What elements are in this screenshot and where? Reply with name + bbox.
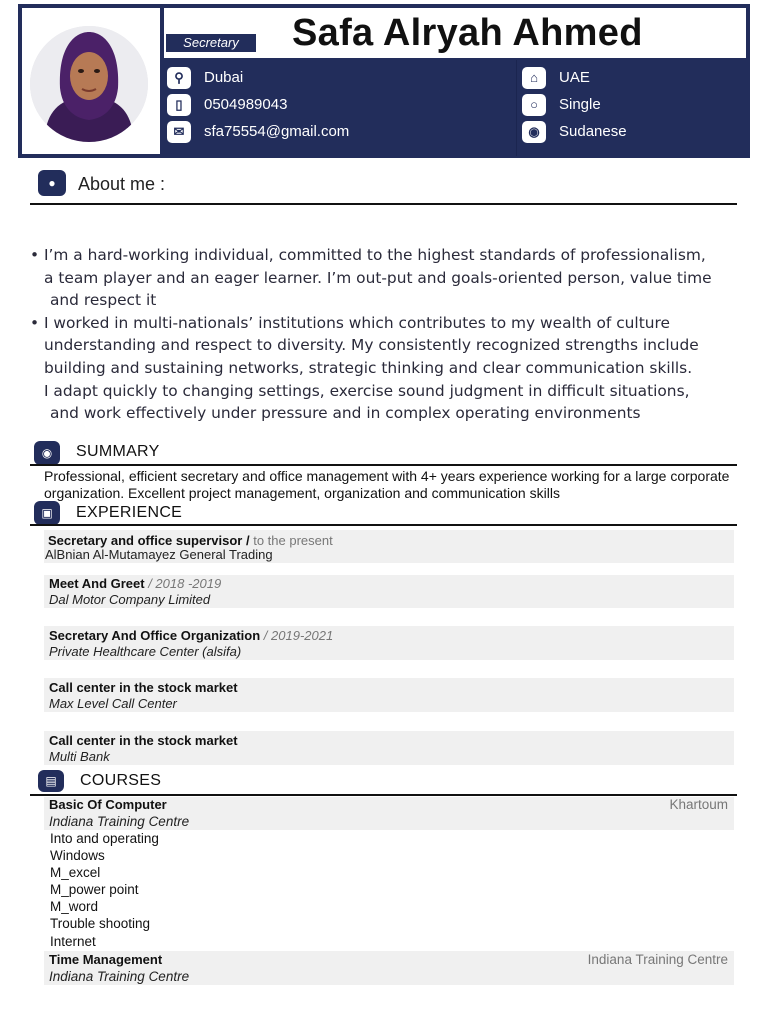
phone-icon: ▯	[167, 94, 191, 116]
experience-item	[44, 626, 734, 660]
contact-marital-status: Single	[559, 96, 601, 113]
course-topic: Trouble shooting	[50, 916, 151, 931]
home-icon: ⌂	[522, 67, 546, 89]
about-line: understanding and respect to diversity. My consistently recognized strengths include	[44, 336, 699, 355]
about-line: and respect it	[50, 291, 157, 310]
experience-date: to the present	[249, 533, 333, 548]
course-topic: Windows	[50, 848, 105, 863]
course-topic: M_word	[50, 899, 99, 914]
course-location: Indiana Training Centre	[587, 952, 728, 967]
briefcase-icon: ▣	[34, 501, 60, 525]
about-line: I adapt quickly to changing settings, exercise sound judgment in difficult situations,	[44, 381, 690, 400]
location-icon: ⚲	[167, 67, 191, 89]
experience-company: Private Healthcare Center (alsifa)	[49, 644, 242, 659]
applicant-name: Safa Alryah Ahmed	[292, 12, 643, 54]
ring-icon: ○	[522, 94, 546, 116]
course-location: Khartoum	[669, 797, 728, 812]
summary-text: Professional, efficient secretary and office management with 4+ years experience working for a large corporate organization. Excellent project management, organization and communication skills	[44, 468, 730, 501]
experience-company: Multi Bank	[49, 749, 110, 764]
experience-item	[44, 530, 734, 563]
about-line: • I worked in multi-nationals’ institutions which contributes to my wealth of culture	[30, 313, 670, 332]
about-divider	[30, 203, 737, 205]
course-title: Basic Of Computer	[49, 797, 167, 812]
courses-title: COURSES	[80, 772, 162, 789]
experience-role: Call center in the stock market	[49, 680, 238, 695]
course-topic: M_excel	[50, 865, 101, 880]
summary-divider	[30, 464, 737, 466]
course-topic: Internet	[50, 934, 96, 949]
about-line: and work effectively under pressure and in complex operating environments	[50, 404, 641, 423]
contact-country: UAE	[559, 69, 590, 86]
course-topic: M_power point	[50, 882, 139, 897]
target-icon: ◉	[34, 441, 60, 465]
experience-item	[44, 731, 734, 765]
experience-divider	[30, 524, 737, 526]
globe-icon: ◉	[522, 121, 546, 143]
about-icon: ●	[38, 170, 66, 196]
about-line: • I’m a hard-working individual, committed to the highest standards of professionalism,	[30, 246, 706, 264]
experience-role: Meet And Greet	[49, 576, 145, 591]
profile-photo	[30, 26, 148, 142]
job-title-badge: Secretary	[166, 34, 256, 52]
experience-date: / 2019-2021	[260, 628, 334, 643]
contact-location: Dubai	[204, 69, 244, 86]
summary-title: SUMMARY	[76, 443, 160, 460]
experience-item	[44, 575, 734, 608]
course-topic: Into and operating	[50, 831, 159, 846]
experience-company: Dal Motor Company Limited	[49, 592, 211, 607]
certificate-icon: ▤	[38, 770, 64, 792]
experience-date: / 2018 -2019	[144, 576, 222, 591]
about-line: building and sustaining networks, strategic thinking and clear communication skills.	[44, 358, 693, 377]
contact-divider	[516, 60, 517, 156]
courses-divider	[30, 794, 737, 796]
experience-title: EXPERIENCE	[76, 504, 183, 521]
experience-company: AlBnian Al-Mutamayez General Trading	[45, 547, 273, 562]
experience-role: Secretary And Office Organization	[49, 628, 261, 643]
course-provider: Indiana Training Centre	[49, 814, 190, 829]
about-title: About me :	[78, 174, 166, 194]
experience-role: Call center in the stock market	[49, 733, 238, 748]
about-line: a team player and an eager learner. I’m out-put and goals-oriented person, value time	[44, 268, 712, 287]
email-icon: ✉	[167, 121, 191, 143]
about-text	[30, 244, 740, 425]
contact-nationality: Sudanese	[559, 123, 627, 140]
experience-role: Secretary and office supervisor /	[48, 533, 250, 548]
course-provider: Indiana Training Centre	[49, 969, 190, 984]
experience-item	[44, 678, 734, 712]
contact-email[interactable]: sfa75554@gmail.com	[204, 123, 350, 140]
course-title: Time Management	[49, 952, 163, 967]
contact-phone: 0504989043	[204, 96, 288, 113]
course-item-header	[44, 797, 734, 830]
course-item-header	[44, 951, 734, 985]
experience-company: Max Level Call Center	[49, 696, 177, 711]
